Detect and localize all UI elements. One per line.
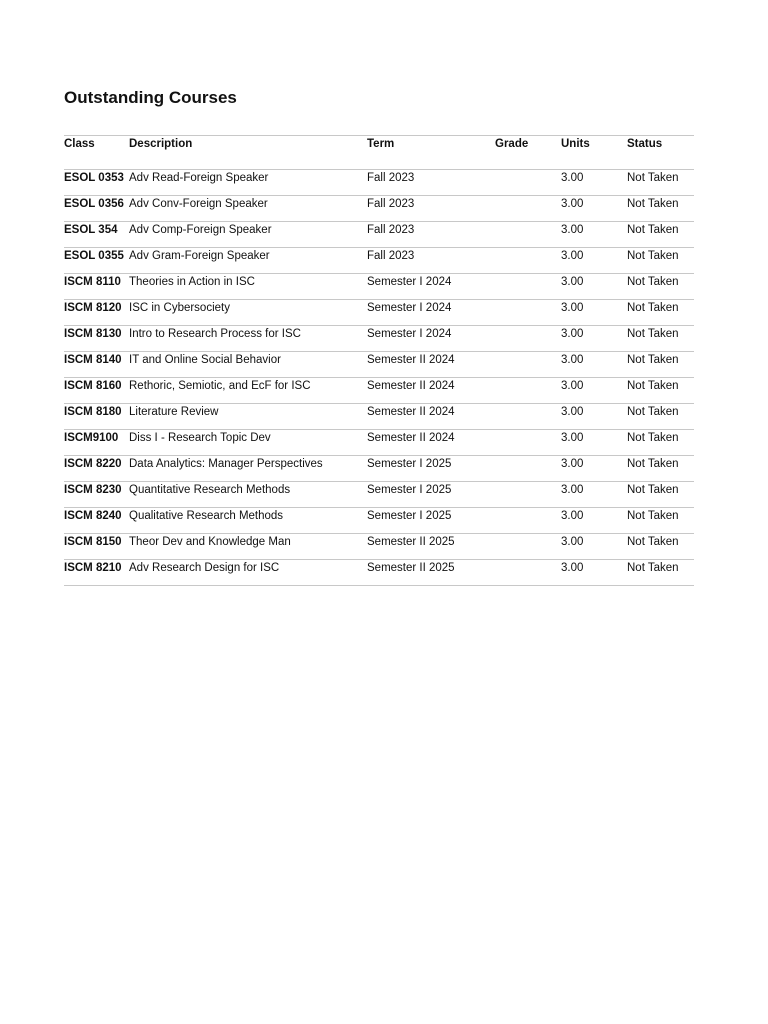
column-header-units: Units xyxy=(561,136,627,170)
table-row xyxy=(64,222,694,248)
course-class-cell: ISCM 8120 xyxy=(64,300,129,326)
column-header-status: Status xyxy=(627,136,694,170)
course-term-cell: Semester I 2025 xyxy=(367,482,495,508)
course-term-cell: Semester II 2024 xyxy=(367,430,495,456)
course-class-cell: ESOL 0353 xyxy=(64,170,129,196)
course-units-cell: 3.00 xyxy=(561,508,627,534)
course-status-cell: Not Taken xyxy=(627,352,694,378)
table-row xyxy=(64,508,694,534)
table-row xyxy=(64,456,694,482)
table-body xyxy=(64,170,694,586)
course-status-cell: Not Taken xyxy=(627,222,694,248)
course-term-cell: Fall 2023 xyxy=(367,248,495,274)
column-header-term: Term xyxy=(367,136,495,170)
course-units-cell: 3.00 xyxy=(561,326,627,352)
course-description-cell: Theories in Action in ISC xyxy=(129,274,367,300)
table-row xyxy=(64,404,694,430)
course-term-cell: Semester II 2024 xyxy=(367,352,495,378)
course-status-cell: Not Taken xyxy=(627,430,694,456)
table-row xyxy=(64,274,694,300)
course-units-cell: 3.00 xyxy=(561,248,627,274)
course-status-cell: Not Taken xyxy=(627,300,694,326)
course-class-cell: ESOL 0356 xyxy=(64,196,129,222)
course-grade-cell xyxy=(495,248,561,274)
course-status-cell: Not Taken xyxy=(627,170,694,196)
course-term-cell: Semester II 2025 xyxy=(367,560,495,586)
course-term-cell: Semester I 2025 xyxy=(367,456,495,482)
course-grade-cell xyxy=(495,560,561,586)
course-class-cell: ISCM9100 xyxy=(64,430,129,456)
course-description-cell: Diss I - Research Topic Dev xyxy=(129,430,367,456)
table-row xyxy=(64,482,694,508)
table-row xyxy=(64,248,694,274)
course-class-cell: ISCM 8160 xyxy=(64,378,129,404)
course-grade-cell xyxy=(495,274,561,300)
course-grade-cell xyxy=(495,300,561,326)
course-units-cell: 3.00 xyxy=(561,222,627,248)
course-grade-cell xyxy=(495,326,561,352)
course-description-cell: Adv Conv-Foreign Speaker xyxy=(129,196,367,222)
course-status-cell: Not Taken xyxy=(627,378,694,404)
table-header-row xyxy=(64,136,694,170)
course-units-cell: 3.00 xyxy=(561,170,627,196)
course-status-cell: Not Taken xyxy=(627,196,694,222)
course-units-cell: 3.00 xyxy=(561,560,627,586)
course-status-cell: Not Taken xyxy=(627,508,694,534)
table-row xyxy=(64,534,694,560)
course-class-cell: ISCM 8110 xyxy=(64,274,129,300)
course-units-cell: 3.00 xyxy=(561,300,627,326)
course-description-cell: Theor Dev and Knowledge Man xyxy=(129,534,367,560)
course-status-cell: Not Taken xyxy=(627,560,694,586)
course-units-cell: 3.00 xyxy=(561,534,627,560)
course-description-cell: Adv Research Design for ISC xyxy=(129,560,367,586)
course-class-cell: ISCM 8240 xyxy=(64,508,129,534)
course-grade-cell xyxy=(495,482,561,508)
course-grade-cell xyxy=(495,196,561,222)
course-description-cell: IT and Online Social Behavior xyxy=(129,352,367,378)
column-header-grade: Grade xyxy=(495,136,561,170)
course-class-cell: ISCM 8130 xyxy=(64,326,129,352)
course-description-cell: Intro to Research Process for ISC xyxy=(129,326,367,352)
course-description-cell: Adv Read-Foreign Speaker xyxy=(129,170,367,196)
table-row xyxy=(64,430,694,456)
course-description-cell: Qualitative Research Methods xyxy=(129,508,367,534)
course-term-cell: Fall 2023 xyxy=(367,222,495,248)
course-grade-cell xyxy=(495,378,561,404)
course-class-cell: ISCM 8180 xyxy=(64,404,129,430)
course-grade-cell xyxy=(495,352,561,378)
course-units-cell: 3.00 xyxy=(561,456,627,482)
course-units-cell: 3.00 xyxy=(561,404,627,430)
table-row xyxy=(64,560,694,586)
course-units-cell: 3.00 xyxy=(561,352,627,378)
course-class-cell: ISCM 8210 xyxy=(64,560,129,586)
course-class-cell: ISCM 8220 xyxy=(64,456,129,482)
course-class-cell: ISCM 8230 xyxy=(64,482,129,508)
outstanding-courses-table xyxy=(64,135,694,586)
course-description-cell: Adv Comp-Foreign Speaker xyxy=(129,222,367,248)
course-units-cell: 3.00 xyxy=(561,482,627,508)
course-description-cell: Data Analytics: Manager Perspectives xyxy=(129,456,367,482)
course-class-cell: ISCM 8150 xyxy=(64,534,129,560)
course-status-cell: Not Taken xyxy=(627,456,694,482)
table-row xyxy=(64,170,694,196)
course-grade-cell xyxy=(495,534,561,560)
course-grade-cell xyxy=(495,222,561,248)
course-status-cell: Not Taken xyxy=(627,326,694,352)
course-class-cell: ESOL 0355 xyxy=(64,248,129,274)
course-term-cell: Semester I 2024 xyxy=(367,326,495,352)
course-description-cell: ISC in Cybersociety xyxy=(129,300,367,326)
course-grade-cell xyxy=(495,508,561,534)
course-status-cell: Not Taken xyxy=(627,248,694,274)
course-class-cell: ESOL 354 xyxy=(64,222,129,248)
course-description-cell: Adv Gram-Foreign Speaker xyxy=(129,248,367,274)
course-grade-cell xyxy=(495,430,561,456)
course-term-cell: Semester I 2025 xyxy=(367,508,495,534)
course-term-cell: Semester I 2024 xyxy=(367,300,495,326)
course-status-cell: Not Taken xyxy=(627,482,694,508)
document-page xyxy=(64,86,694,586)
course-term-cell: Fall 2023 xyxy=(367,170,495,196)
course-grade-cell xyxy=(495,170,561,196)
course-term-cell: Fall 2023 xyxy=(367,196,495,222)
course-units-cell: 3.00 xyxy=(561,274,627,300)
course-term-cell: Semester II 2024 xyxy=(367,378,495,404)
course-status-cell: Not Taken xyxy=(627,404,694,430)
course-description-cell: Rethoric, Semiotic, and EcF for ISC xyxy=(129,378,367,404)
course-term-cell: Semester II 2024 xyxy=(367,404,495,430)
course-status-cell: Not Taken xyxy=(627,534,694,560)
course-grade-cell xyxy=(495,404,561,430)
course-units-cell: 3.00 xyxy=(561,196,627,222)
table-row xyxy=(64,300,694,326)
course-grade-cell xyxy=(495,456,561,482)
course-term-cell: Semester I 2024 xyxy=(367,274,495,300)
course-units-cell: 3.00 xyxy=(561,378,627,404)
page-title: Outstanding Courses xyxy=(64,88,237,107)
table-row xyxy=(64,196,694,222)
table-row xyxy=(64,326,694,352)
course-description-cell: Quantitative Research Methods xyxy=(129,482,367,508)
table-row xyxy=(64,352,694,378)
column-header-description: Description xyxy=(129,136,367,170)
table-row xyxy=(64,378,694,404)
column-header-class: Class xyxy=(64,136,129,170)
course-term-cell: Semester II 2025 xyxy=(367,534,495,560)
course-units-cell: 3.00 xyxy=(561,430,627,456)
course-status-cell: Not Taken xyxy=(627,274,694,300)
course-class-cell: ISCM 8140 xyxy=(64,352,129,378)
course-description-cell: Literature Review xyxy=(129,404,367,430)
